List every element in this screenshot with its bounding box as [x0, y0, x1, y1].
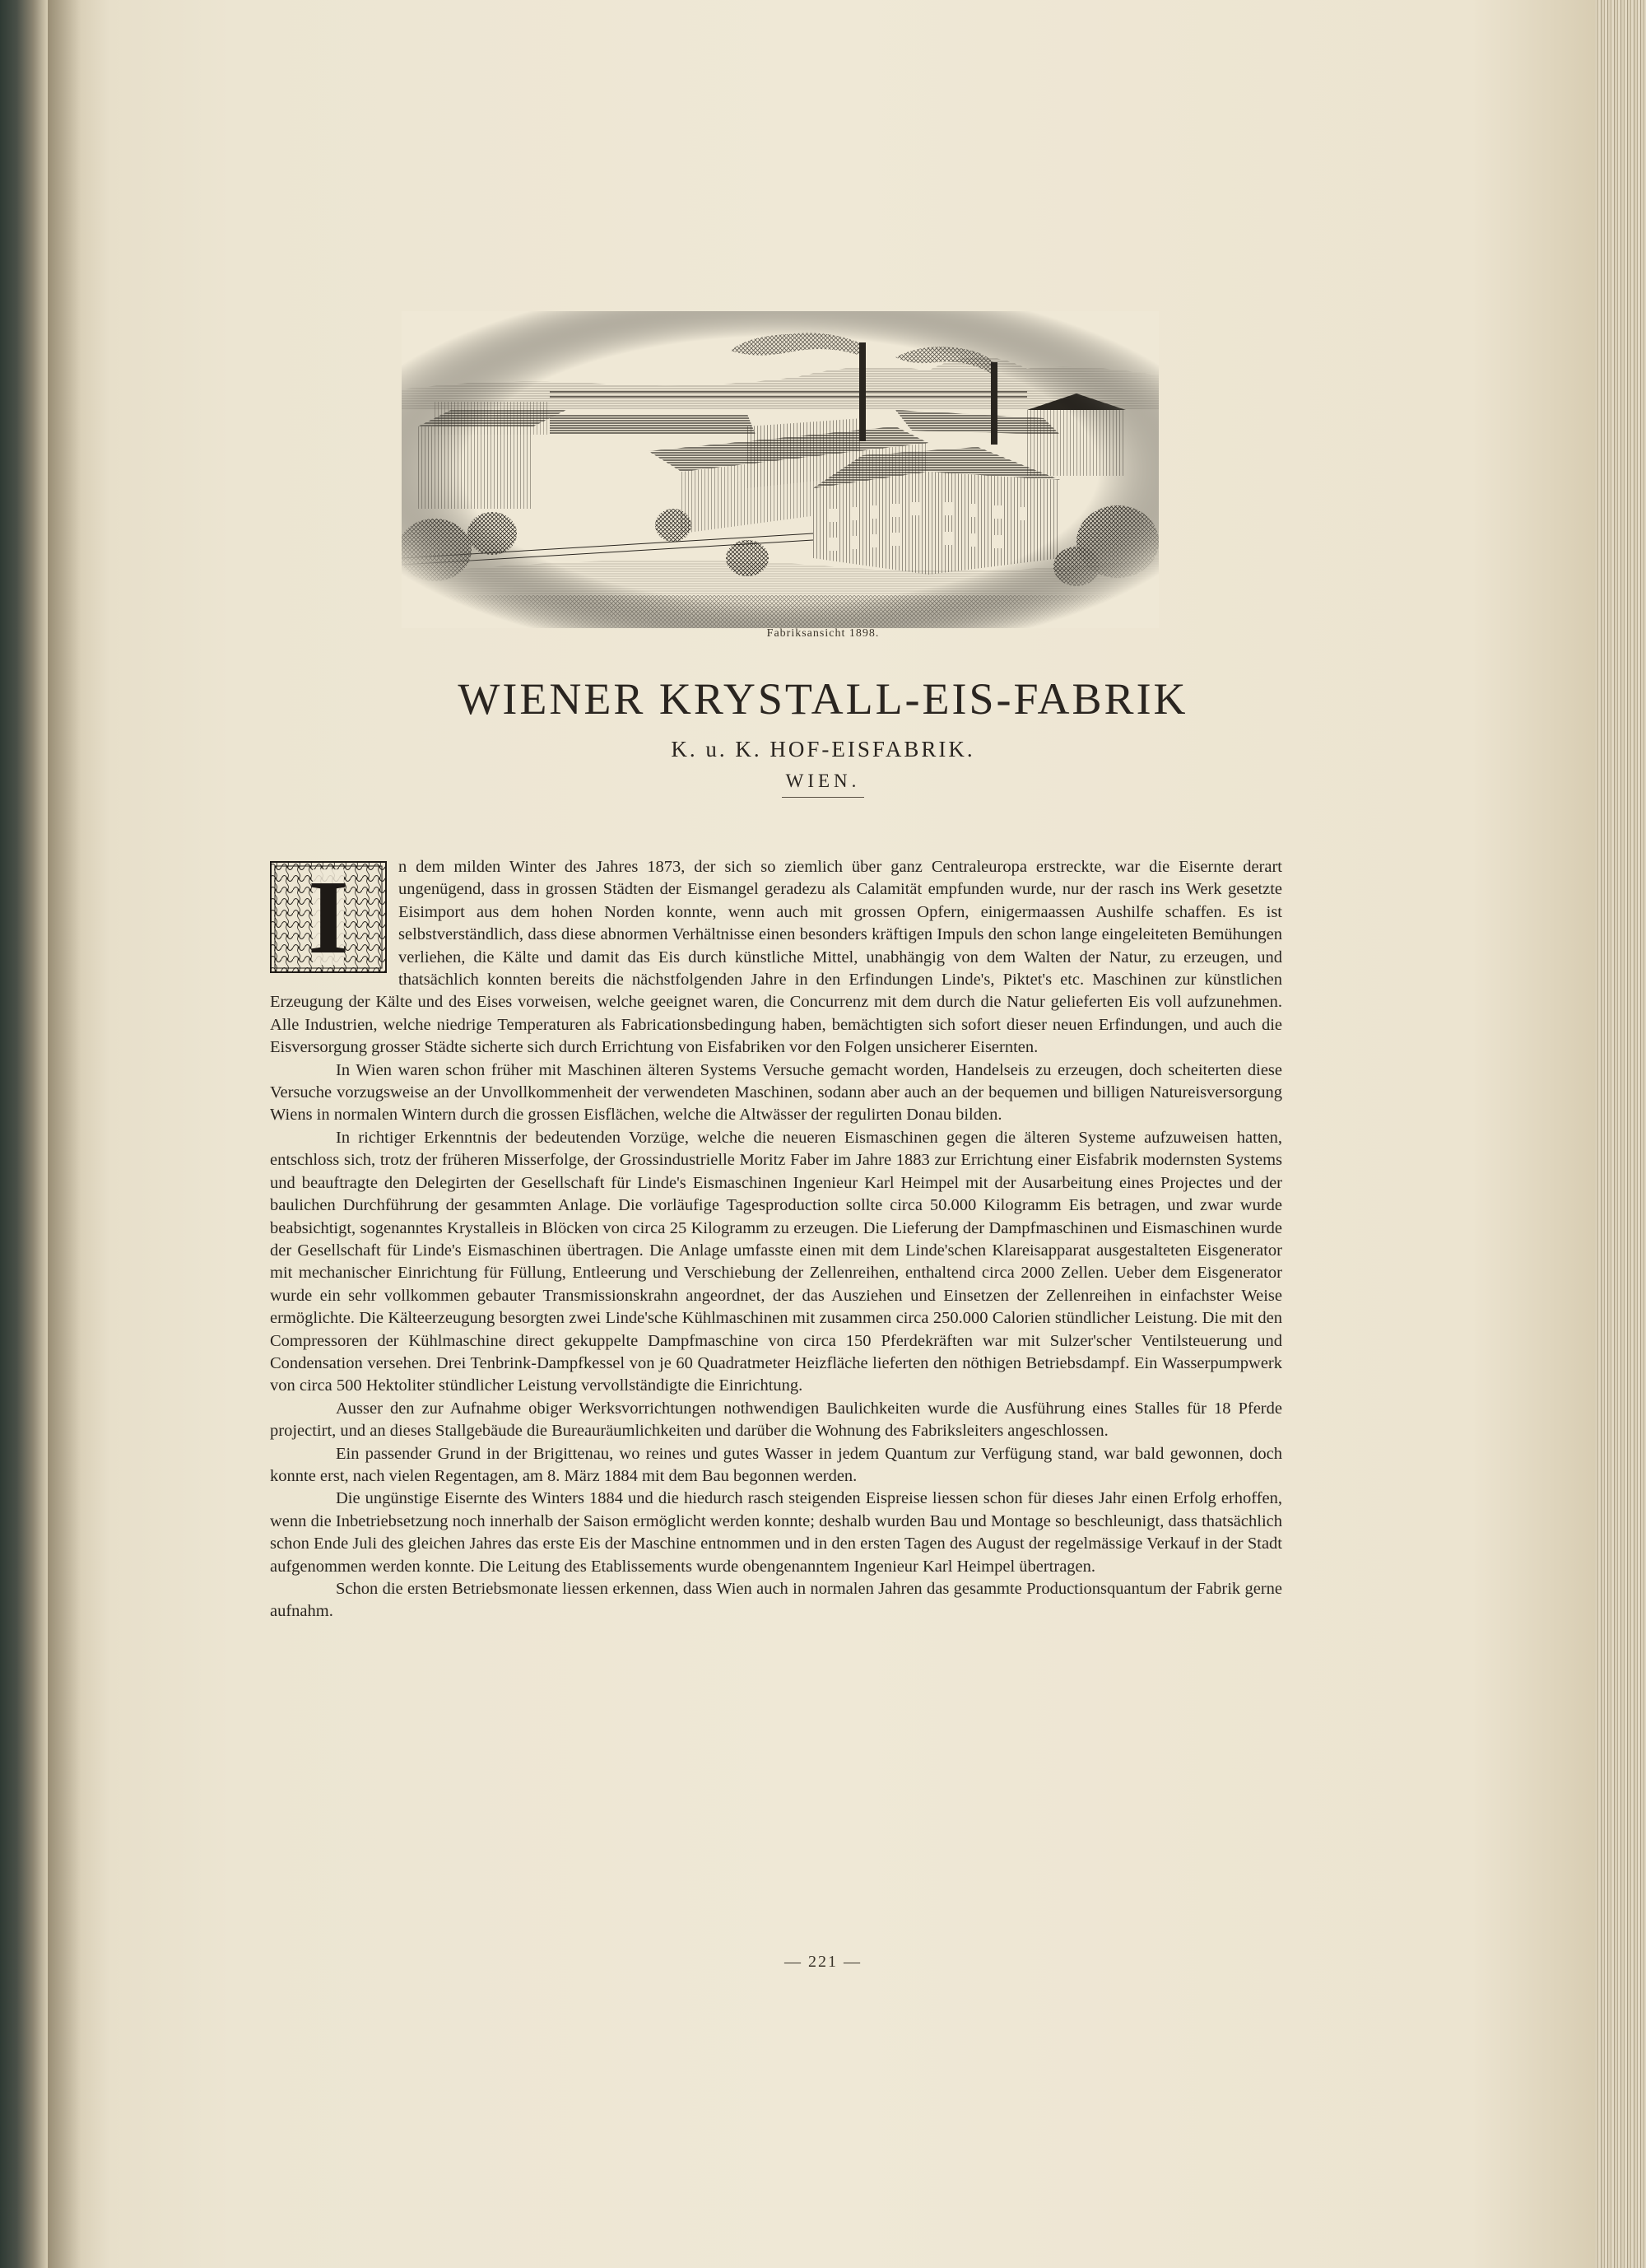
title-rule	[782, 797, 864, 798]
illustration-caption: Fabriksansicht 1898.	[766, 627, 880, 640]
paragraph-3: In richtiger Erkenntnis der bedeutenden Vorzüge, welche die neueren Eismaschinen gegen die älteren Systeme aufzuweisen hatten, entschloss sich, trotz der früheren Misserfolge, der Grossindustrielle Moritz Faber im Jahre 1883 zur Errichtung einer Eisfabrik modernsten Systems und beauftragte den Delegirten der Gesellschaft für Linde's Eismaschinen Ingenieur Karl Heimpel mit der Ausarbeitung eines Projectes und der baulichen Durchführung der gesammten Anlage. Die vorläufige Tagesproduction sollte circa 50.000 Kilogramm Eis betragen, und zwar wurde beabsichtigt, sogenanntes Krystalleis in Blöcken von circa 25 Kilogramm zu erzeugen. Die Lieferung der Dampfmaschinen und Eismaschinen wurde der Gesellschaft für Linde's Eismaschinen übertragen. Die Anlage umfasste einen mit dem Linde'schen Klareisapparat ausgestalteten Eisgenerator mit mechanischer Einrichtung für Füllung, Entleerung und Verschiebung der Zellenreihen, enthaltend circa 2000 Zellen. Ueber dem Eisgenerator wurde ein sehr vollkommen gebauter Transmissionskrahn angeordnet, der das Ausziehen und Einsetzen der Zellenreihen in einfachster Weise ermöglichte. Die Kälteerzeugung besorgten zwei Linde'sche Kühlmaschinen mit zusammen circa 250.000 Calorien stündlicher Leistung. Die mit den Compressoren der Kühlmaschine direct gekuppelte Dampfmaschine von circa 150 Pferdekräften war mit Sulzer'scher Ventilsteuerung und Condensation versehen. Drei Tenbrink-Dampfkessel von je 60 Quadratmeter Heizfläche lieferten den nöthigen Betriebsdampf. Ein Wasserpumpwerk von circa 500 Hektoliter stündlicher Leistung vervollständigte die Einrichtung.	[270, 1128, 1282, 1395]
article-body	[270, 856, 1282, 1623]
paragraph-5: Ein passender Grund in der Brigittenau, wo reines und gutes Wasser in jedem Quantum zur Verfügung stand, war bald gewonnen, doch konnte erst, nach vielen Regentagen, am 8. März 1884 mit dem Bau begonnen werden.	[270, 1444, 1282, 1485]
book-spine	[0, 0, 48, 2268]
paragraph-7: Schon die ersten Betriebsmonate liessen erkennen, dass Wien auch in normalen Jahren das gesammte Productionsquantum der Fabrik gerne aufnahm.	[270, 1580, 1282, 1621]
paragraph-6: Die ungünstige Eisernte des Winters 1884 und die hiedurch rasch steigenden Eispreise liessen schon für dieses Jahr einen Erfolg erhoffen, wenn die Inbetriebsetzung noch innerhalb der Saison ermöglicht werden konnte; deshalb wurden Bau und Montage so beschleunigt, dass thatsächlich schon Ende Juli des gleichen Jahres das erste Eis der Maschine entnommen und in den ersten Tagen des August der regelmässige Verkauf in der Stadt aufgenommen werden konnte. Die Leitung des Etablissements wurde obengenanntem Ingenieur Karl Heimpel übertragen.	[270, 1489, 1282, 1576]
page-edges	[1595, 0, 1646, 2268]
paragraph-2: In Wien waren schon früher mit Maschinen älteren Systems Versuche gemacht worden, Handelseis zu erzeugen, doch scheiterten diese Versuche vorzugsweise an der Unvollkommenheit der verwendeten Maschinen, sodann aber auch an der bequemen und billigen Natureisversorgung Wiens in normalen Wintern durch die grossen Eisflächen, welche die Altwässer der regulirten Donau bilden.	[270, 1060, 1282, 1125]
page-number: — 221 —	[784, 1953, 862, 1971]
paragraph-1: n dem milden Winter des Jahres 1873, der sich so ziemlich über ganz Centraleuropa erstreckte, war die Eisernte derart ungenügend, dass in grossen Städten der Eismangel geradezu als Calamität empfunden wurde, nur der rasch ins Werk gesetzte Eisimport aus dem hohen Norden konnte, wenn auch mit grossen Opfern, einigermaassen Aushilfe schaffen. Es ist selbstverständlich, dass diese abnormen Verhältnisse einen besonders kräftigen Impuls den schon lange eingeleiteten Bemühungen verliehen, die Kälte und damit das Eis durch künstliche Mittel, unabhängig von dem Walten der Natur, zu erzeugen, und thatsächlich konnten bereits die nächstfolgenden Jahre in den Erfindungen Linde's, Piktet's etc. Maschinen zur künstlichen Erzeugung der Kälte und des Eises vorweisen, welche geeignet waren, die Concurrenz mit dem durch die Natur gelieferten Eis voll aufzunehmen. Alle Industrien, welche niedrige Temperaturen als Fabricationsbedingung haben, bemächtigten sich sofort dieser neuen Erfindungen, und auch die Eisversorgung grosser Städte sicherte sich durch Errichtung von Eisfabriken vor den Folgen unsicherer Eisernten.	[270, 858, 1282, 1057]
initial-letter: I	[308, 859, 349, 976]
page-title: WIENER KRYSTALL-EIS-FABRIK	[458, 674, 1188, 724]
paragraph-4: Ausser den zur Aufnahme obiger Werksvorrichtungen nothwendigen Baulichkeiten wurde die Ausführung eines Stalles für 18 Pferde projectirt, und an dieses Stallgebäude die Bureauräumlichkeiten und darüber die Wohnung des Fabriksleiters angeschlossen.	[270, 1399, 1282, 1441]
page-subtitle: K. u. K. HOF-EISFABRIK.	[671, 737, 975, 761]
gutter-shadow	[48, 0, 81, 2268]
ornamental-initial	[270, 859, 387, 976]
city-label: WIEN.	[785, 771, 861, 791]
factory-engraving	[402, 311, 1159, 628]
